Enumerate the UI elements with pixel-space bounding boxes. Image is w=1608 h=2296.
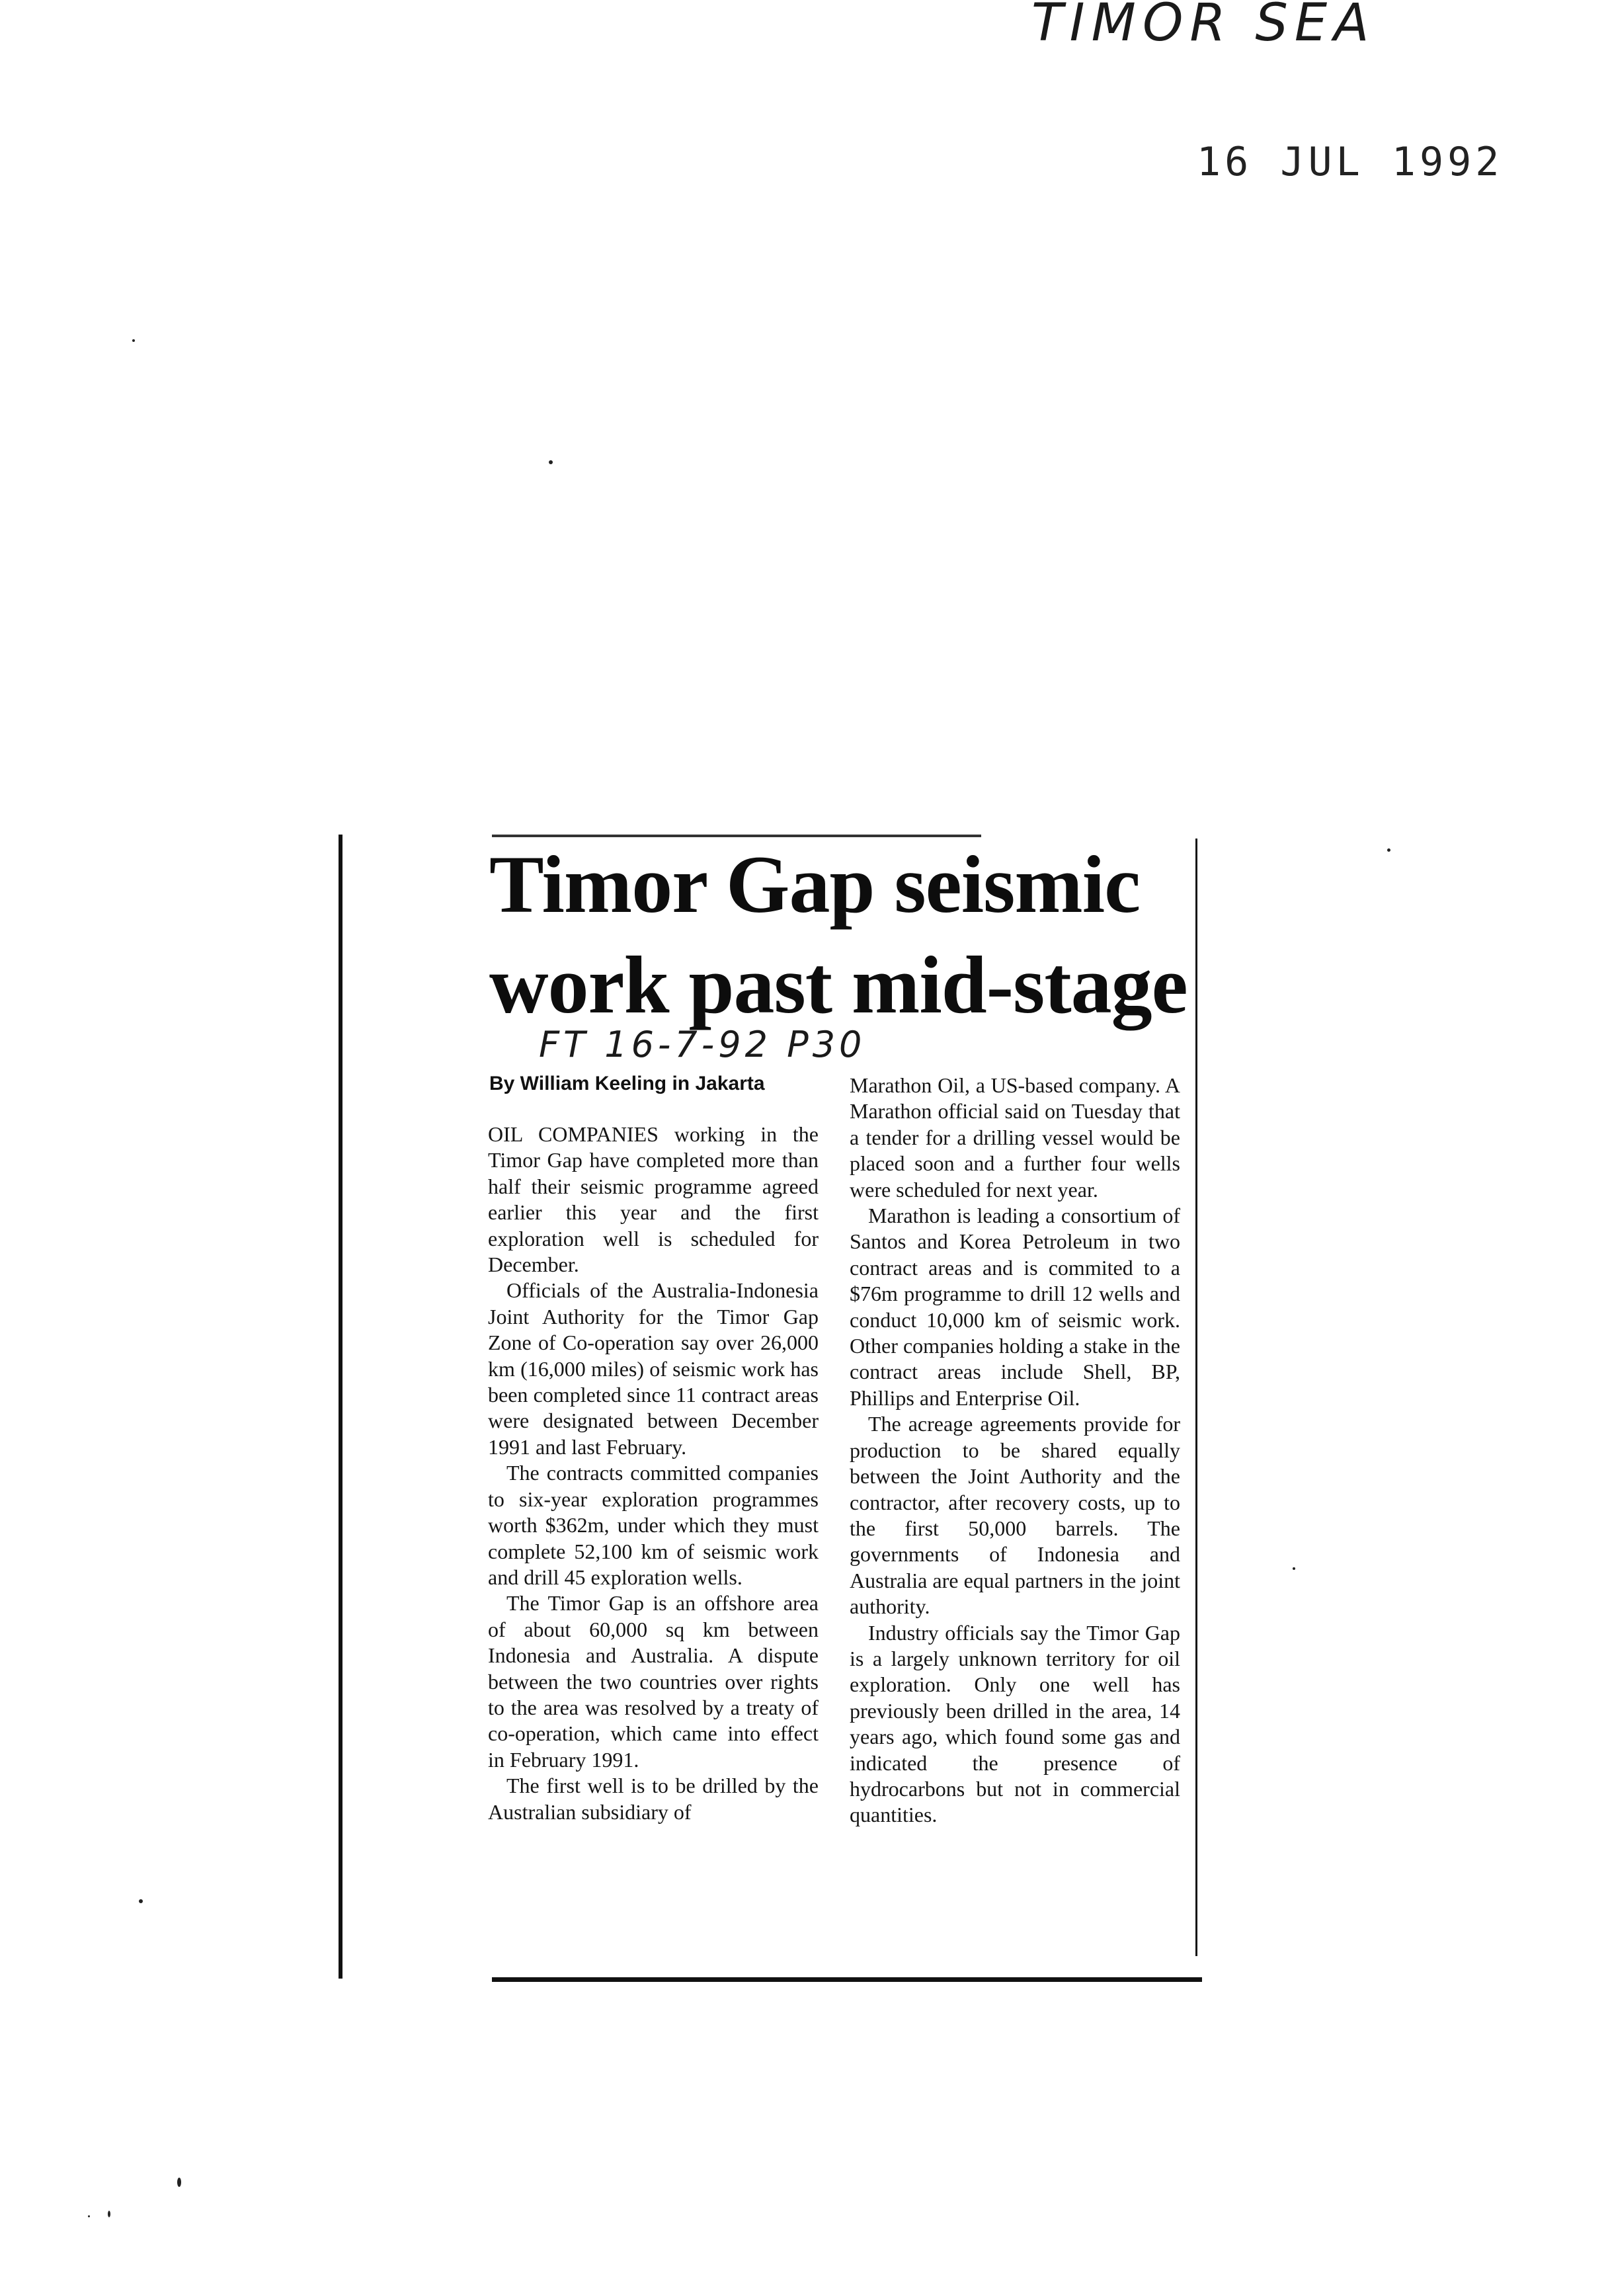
scan-speck bbox=[177, 2178, 181, 2187]
scan-speck bbox=[132, 339, 135, 342]
article-right-column bbox=[850, 1073, 1180, 1828]
article-paragraph: OIL COMPANIES working in the Timor Gap have completed more than half their seismic programme agreed earlier this year and the first exploration well is scheduled for December. bbox=[488, 1122, 819, 1277]
scan-speck bbox=[1387, 848, 1390, 852]
handwritten-citation: FT 16-7-92 P30 bbox=[539, 1024, 866, 1065]
clipping-bottom-rule bbox=[492, 1977, 1202, 1982]
article-paragraph: The acreage agreements provide for production to be shared equally between the Joint Authority and the contractor, after recovery costs, up to the first 50,000 barrels. The governments of Indonesia and Australia are equal partners in the joint authority. bbox=[850, 1412, 1180, 1619]
scan-speck bbox=[139, 1899, 143, 1903]
scan-speck bbox=[549, 460, 553, 464]
article-paragraph: Marathon is leading a consortium of Santos and Korea Petroleum in two contract areas and is commited to a $76m programme to drill 12 wells and conduct 10,000 km of seismic work. Other companies holding a stake in the contract areas include Shell, BP, Phillips and Enterprise Oil. bbox=[850, 1204, 1180, 1410]
article-paragraph: Marathon Oil, a US-based company. A Marathon official said on Tuesday that a tender for a drilling vessel would be placed soon and a further four wells were scheduled for next year. bbox=[850, 1073, 1180, 1202]
handwritten-title: TIMOR SEA bbox=[1031, 0, 1376, 53]
article-left-column bbox=[488, 1122, 819, 1825]
scan-speck bbox=[88, 2215, 90, 2217]
scan-speck bbox=[1293, 1567, 1295, 1570]
scan-speck bbox=[108, 2211, 110, 2217]
date-stamp: 16 JUL 1992 bbox=[1197, 139, 1504, 185]
article-paragraph: The first well is to be drilled by the Australian subsidiary of bbox=[488, 1774, 819, 1824]
article-paragraph: The contracts committed companies to six-year exploration programmes worth $362m, under which they must complete 52,100 km of seismic work and drill 45 exploration wells. bbox=[488, 1461, 819, 1589]
article-paragraph: Officials of the Australia-Indonesia Joint Authority for the Timor Gap Zone of Co-operation say over 26,000 km (16,000 miles) of seismic work has been completed since 11 contract areas were designated between December 1991 and last February. bbox=[488, 1278, 819, 1459]
article-headline: Timor Gap seismic work past mid-stage bbox=[489, 839, 1187, 1030]
article-paragraph: Industry officials say the Timor Gap is a largely unknown territory for oil exploration. Only one well has previously been drilled in the area, 14 years ago, which found some gas and indicated the presence of hydrocarbons but not in commercial quantities. bbox=[850, 1620, 1180, 1827]
article-paragraph: The Timor Gap is an offshore area of about 60,000 sq km between Indonesia and Australia. A dispute between the two countries over rights to the area was resolved by a treaty of co-operation, which came into effect in February 1991. bbox=[488, 1591, 819, 1772]
clipping-left-edge bbox=[339, 835, 342, 1979]
article-byline: By William Keeling in Jakarta bbox=[489, 1073, 765, 1094]
